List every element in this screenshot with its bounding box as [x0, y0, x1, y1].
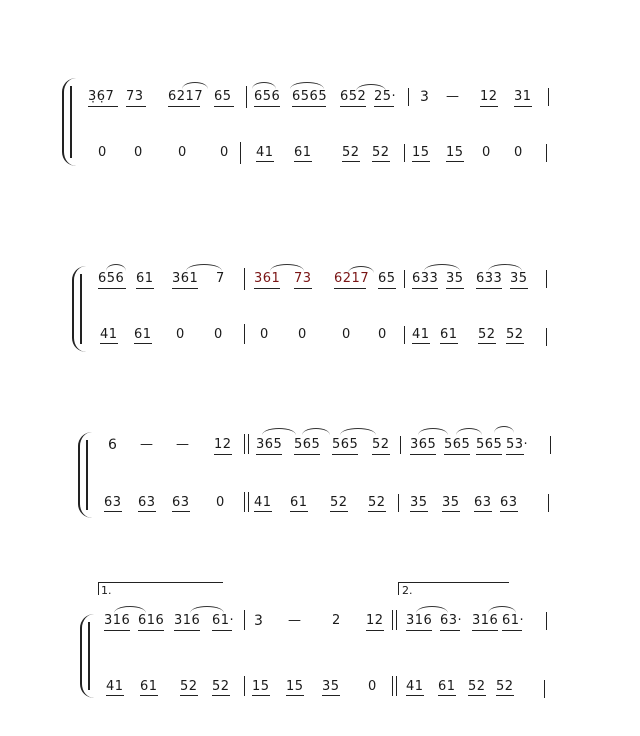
note-group: 63·: [440, 613, 463, 628]
note-group: 65: [378, 271, 396, 286]
note-group: 12: [214, 437, 232, 452]
note-group: —: [140, 437, 154, 452]
repeat-barline: [244, 434, 249, 454]
system-brace: [62, 78, 82, 166]
note-group: 3: [254, 613, 264, 629]
note-group: 565: [332, 437, 359, 452]
note-group: 0: [342, 327, 351, 342]
note-group: 41: [106, 679, 124, 694]
note-group: 7: [216, 271, 225, 286]
barline: [244, 676, 245, 696]
note-group: 15: [446, 145, 464, 160]
note-group: 652: [340, 89, 367, 104]
note-group: 15: [252, 679, 270, 694]
note-group: 63: [138, 495, 156, 510]
note-group: 52: [496, 679, 514, 694]
barline: [546, 270, 547, 288]
note-group: 52: [372, 145, 390, 160]
note-group: 0: [98, 145, 107, 160]
note-group: 3̣6̣7: [88, 89, 115, 104]
note-group: 61: [438, 679, 456, 694]
note-group: 0: [134, 145, 143, 160]
note-group: 0: [378, 327, 387, 342]
barline: [408, 88, 409, 106]
note-group: 616: [138, 613, 165, 628]
note-group: 365: [410, 437, 437, 452]
barline: [548, 88, 549, 106]
note-group: —: [176, 437, 190, 452]
barline: [244, 324, 245, 344]
note-group: 53·: [506, 437, 529, 452]
note-group: 35: [510, 271, 528, 286]
note-group: 565: [476, 437, 503, 452]
note-group: 52: [330, 495, 348, 510]
volta-label-1: 1.: [101, 584, 112, 597]
note-group: 361: [172, 271, 199, 286]
note-group: 12: [480, 89, 498, 104]
repeat-barline: [392, 676, 397, 696]
note-group: 52: [212, 679, 230, 694]
note-group: 316: [104, 613, 131, 628]
note-group: 633: [412, 271, 439, 286]
note-group: 316: [472, 613, 499, 628]
note-group: 15: [412, 145, 430, 160]
note-group: 565: [444, 437, 471, 452]
volta-bracket-1: [98, 582, 223, 595]
note-group: 52: [342, 145, 360, 160]
note-group: 6217: [168, 89, 204, 104]
note-group: 73: [294, 271, 312, 286]
note-group: 41: [254, 495, 272, 510]
note-group: 41: [406, 679, 424, 694]
note-group: 316: [174, 613, 201, 628]
note-group: 361: [254, 271, 281, 286]
note-group: 25·: [374, 89, 397, 104]
note-group: 656: [98, 271, 125, 286]
note-group: 565: [294, 437, 321, 452]
note-group: 65: [214, 89, 232, 104]
note-group: —: [446, 89, 460, 104]
note-group: 0: [260, 327, 269, 342]
note-group: 63: [474, 495, 492, 510]
note-group: 52: [372, 437, 390, 452]
note-group: 0: [368, 679, 377, 694]
barline: [546, 328, 547, 346]
note-group: 0: [178, 145, 187, 160]
barline: [244, 268, 245, 290]
note-group: 0: [514, 145, 523, 160]
note-group: 0: [176, 327, 185, 342]
note-group: 633: [476, 271, 503, 286]
note-group: 52: [180, 679, 198, 694]
note-group: 0: [216, 495, 225, 510]
barline: [546, 612, 547, 630]
barline: [544, 680, 545, 698]
note-group: 35: [446, 271, 464, 286]
note-group: 61: [140, 679, 158, 694]
note-group: 52: [468, 679, 486, 694]
barline: [398, 494, 399, 512]
note-group: 35: [410, 495, 428, 510]
note-group: 35: [442, 495, 460, 510]
note-group: 12: [366, 613, 384, 628]
note-group: 61: [440, 327, 458, 342]
note-group: 2: [332, 613, 341, 628]
note-group: 0: [298, 327, 307, 342]
barline: [548, 494, 549, 512]
barline: [240, 142, 241, 164]
system-brace: [80, 614, 100, 698]
note-group: 61: [290, 495, 308, 510]
note-group: 316: [406, 613, 433, 628]
note-group: 6217: [334, 271, 370, 286]
note-group: 61: [136, 271, 154, 286]
system-brace: [72, 266, 92, 352]
note-group: 0: [220, 145, 229, 160]
note-group: 656: [254, 89, 281, 104]
volta-bracket-2: [398, 582, 509, 595]
note-group: 3: [420, 89, 430, 105]
note-group: 63: [104, 495, 122, 510]
barline: [404, 326, 405, 344]
note-group: 61·: [502, 613, 525, 628]
note-group: 365: [256, 437, 283, 452]
note-group: 31: [514, 89, 532, 104]
note-group: 61·: [212, 613, 235, 628]
volta-label-2: 2.: [402, 584, 413, 597]
note-group: 63: [172, 495, 190, 510]
note-group: 61: [134, 327, 152, 342]
barline: [404, 270, 405, 288]
barline: [404, 144, 405, 162]
barline: [246, 86, 247, 108]
repeat-barline: [392, 610, 397, 630]
note-group: 41: [100, 327, 118, 342]
note-group: 73: [126, 89, 144, 104]
barline: [400, 436, 401, 454]
note-group: 61: [294, 145, 312, 160]
note-group: 15: [286, 679, 304, 694]
repeat-barline: [244, 492, 249, 512]
note-group: —: [288, 613, 302, 628]
note-group: 6565: [292, 89, 328, 104]
note-group: 52: [478, 327, 496, 342]
note-group: 41: [256, 145, 274, 160]
barline: [550, 436, 551, 454]
note-group: 41: [412, 327, 430, 342]
system-brace: [78, 432, 98, 518]
note-group: 52: [368, 495, 386, 510]
note-group: 63: [500, 495, 518, 510]
note-group: 35: [322, 679, 340, 694]
note-group: 52: [506, 327, 524, 342]
barline: [546, 144, 547, 162]
note-group: 0: [482, 145, 491, 160]
note-group: 0: [214, 327, 223, 342]
barline: [244, 610, 245, 630]
note-group: 6: [108, 437, 118, 453]
